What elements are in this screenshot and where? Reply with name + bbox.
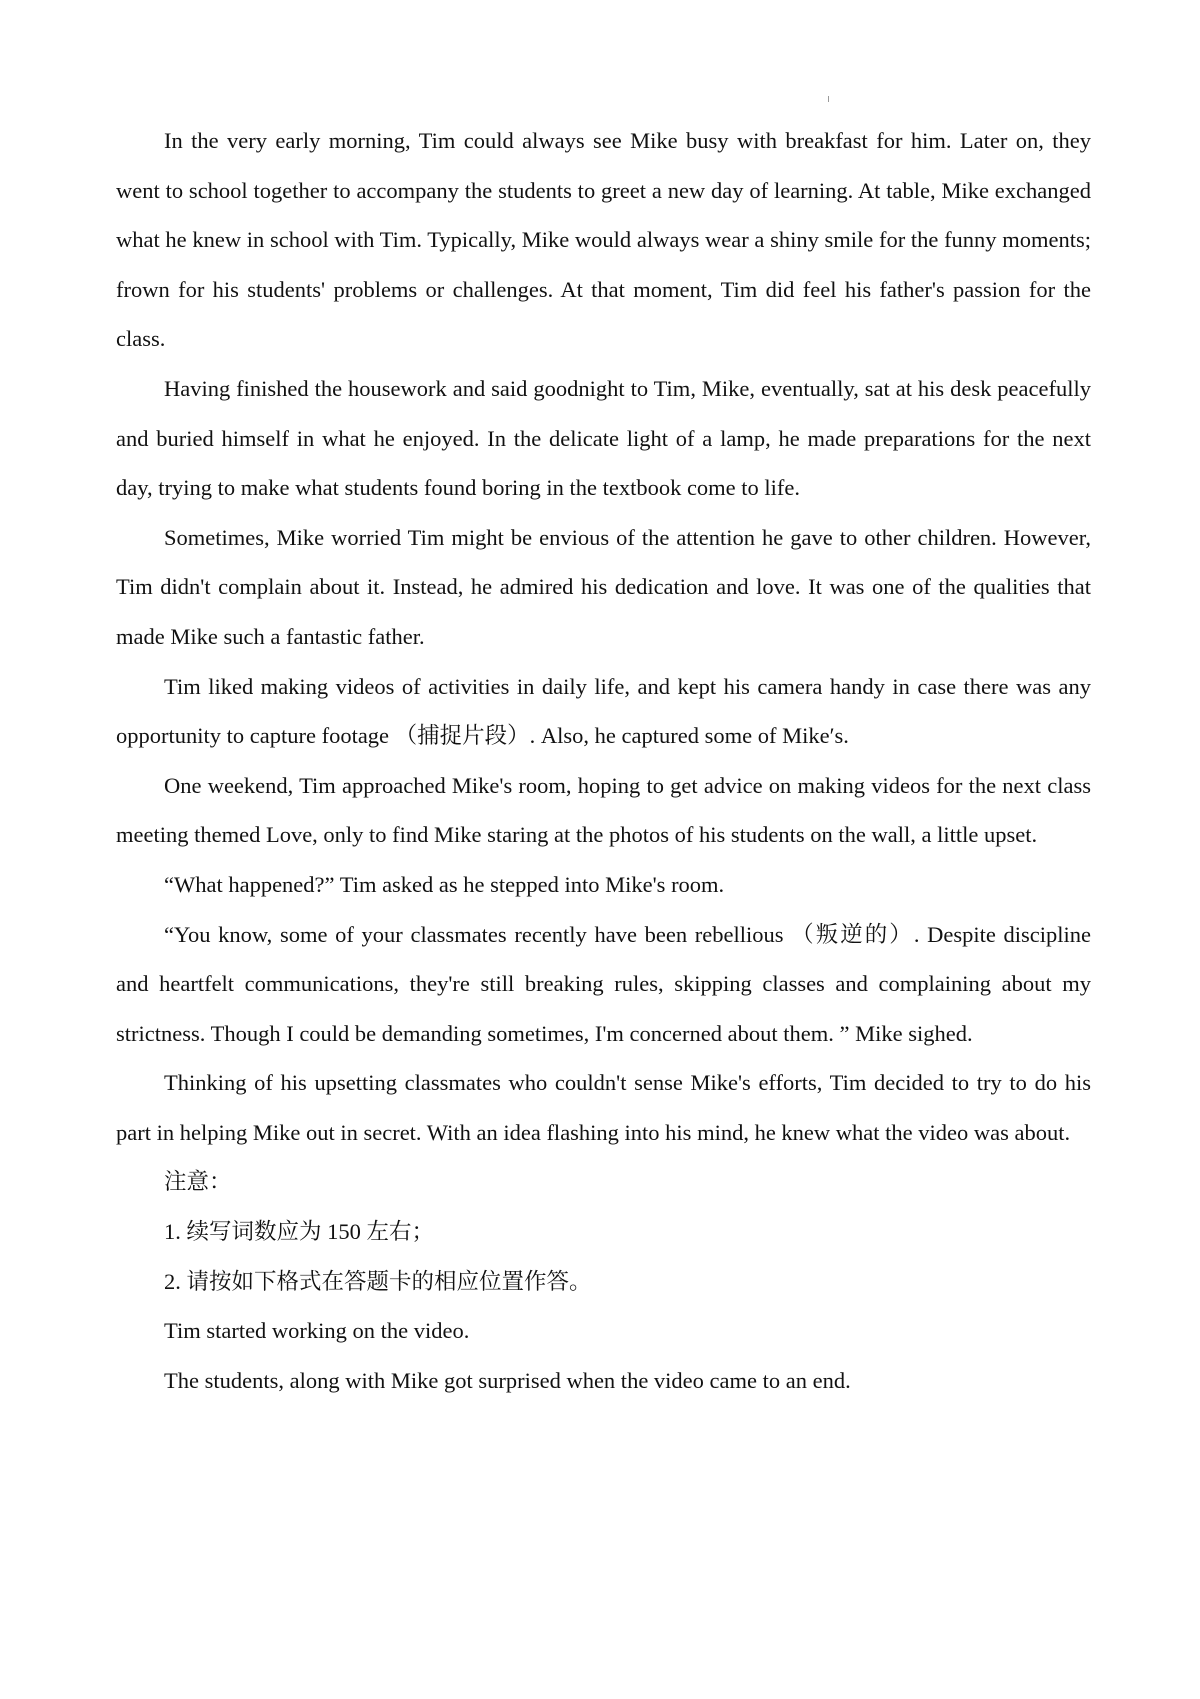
- paragraph-3: Sometimes, Mike worried Tim might be envious of the attention he gave to other children. However, Tim didn't complain about it. Instead, he admired his dedication and love. It was one of the qualities that made Mike such a fantastic father.: [116, 524, 1091, 649]
- story-text: [116, 116, 1091, 1405]
- continuation-start-1: Tim started working on the video.: [164, 1318, 470, 1344]
- paragraph-1: In the very early morning, Tim could always see Mike busy with breakfast for him. Later on, they went to school together to accompany the students to greet a new day of learning. At table, Mike exchanged what he knew in school with Tim. Typically, Mike would always wear a shiny smile for the funny moments; frown for his students' problems or challenges. At that moment, Tim did feel his father's passion for the class.: [116, 128, 1091, 352]
- paragraph-6: “What happened?” Tim asked as he stepped into Mike's room.: [164, 871, 725, 897]
- note-item-2: 2. 请按如下格式在答题卡的相应位置作答。: [164, 1268, 592, 1294]
- paragraph-8: Thinking of his upsetting classmates who couldn't sense Mike's efforts, Tim decided to try to do his part in helping Mike out in secret. With an idea flashing into his mind, he knew what the video was about.: [116, 1070, 1091, 1145]
- paragraph-4: Tim liked making videos of activities in daily life, and kept his camera handy in case there was any opportunity to capture footage （捕捉片段）. Also, he captured some of Mike′s.: [116, 673, 1091, 749]
- note-heading: 注意：: [164, 1169, 232, 1195]
- continuation-start-2: The students, along with Mike got surprised when the video came to an end.: [164, 1367, 851, 1393]
- paragraph-2: Having finished the housework and said goodnight to Tim, Mike, eventually, sat at his desk peacefully and buried himself in what he enjoyed. In the delicate light of a lamp, he made preparations for the next day, trying to make what students found boring in the textbook come to life.: [116, 375, 1091, 501]
- page-mark: [828, 96, 829, 102]
- note-item-1: 1. 续写词数应为 150 左右；: [164, 1219, 435, 1245]
- paragraph-7: “You know, some of your classmates recently have been rebellious （叛逆的）. Despite discipline and heartfelt communications, they're still breaking rules, skipping classes and complaining about my strictness. Though I could be demanding sometimes, I'm concerned about them. ” Mike sighed.: [116, 921, 1091, 1046]
- paragraph-5: One weekend, Tim approached Mike's room, hoping to get advice on making videos for the next class meeting themed Love, only to find Mike staring at the photos of his students on the wall, a little upset.: [116, 772, 1091, 848]
